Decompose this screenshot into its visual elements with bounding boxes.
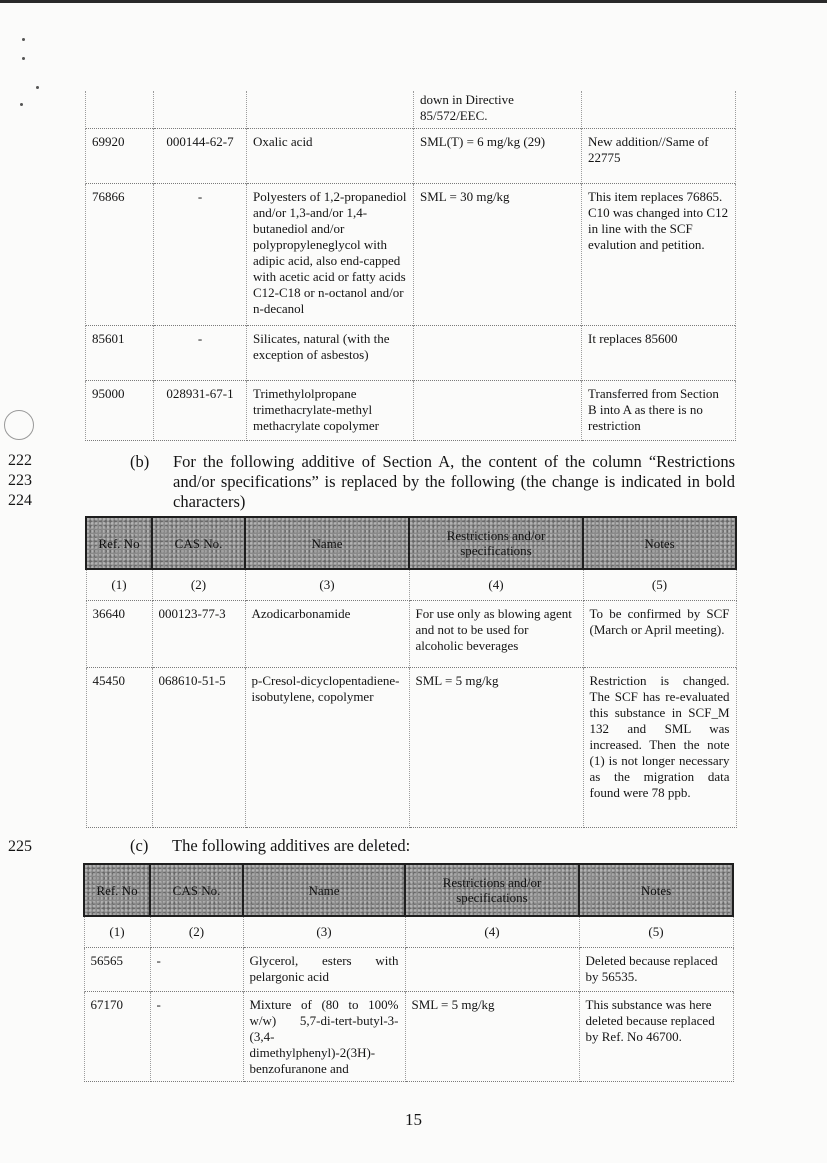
- paragraph-c: [130, 836, 735, 856]
- name-cell: [247, 91, 414, 129]
- scan-speck: [36, 86, 39, 89]
- paragraph-label: (b): [130, 452, 150, 471]
- header-name: Name: [245, 517, 409, 569]
- notes-cell: [582, 91, 736, 129]
- column-number-row: [84, 916, 733, 948]
- notes-cell: Restriction is changed. The SCF has re-evaluated this substance in SCF_M 132 and SML was increased. Then the note (1) is not longer necessary as the migration data found were 78 ppb.: [583, 668, 736, 828]
- name-cell: Mixture of (80 to 100% w/w) 5,7-di-tert-butyl-3-(3,4-dimethylphenyl)-2(3H)-benzofuranone and: [243, 992, 405, 1082]
- name-cell: p-Cresol-dicyclopentadiene-isobutylene, copolymer: [245, 668, 409, 828]
- header-cas-no: CAS No.: [152, 517, 245, 569]
- header-ref-no: Ref. No: [84, 864, 150, 916]
- header-notes: Notes: [579, 864, 733, 916]
- ref-cell: 67170: [84, 992, 150, 1082]
- paragraph-b: [130, 452, 735, 512]
- cas-cell: [154, 91, 247, 129]
- cas-cell: -: [150, 992, 243, 1082]
- additives-table-continued: [85, 91, 736, 441]
- line-number: 222: [8, 452, 32, 469]
- paragraph-text: For the following additive of Section A, the content of the column “Restrictions and/or specifications” is replaced by the following (the change is indicated in bold characters): [173, 452, 735, 511]
- restrictions-change-table: [85, 516, 737, 828]
- column-number: (3): [243, 916, 405, 948]
- table-row: [84, 992, 733, 1082]
- scan-speck: [20, 103, 23, 106]
- name-cell: Silicates, natural (with the exception of asbestos): [247, 326, 414, 381]
- ref-cell: [86, 91, 154, 129]
- header-notes: Notes: [583, 517, 736, 569]
- ref-cell: 56565: [84, 948, 150, 992]
- column-number: (5): [583, 569, 736, 601]
- notes-cell: This item replaces 76865. C10 was changed into C12 in line with the SCF evalution and petition.: [582, 184, 736, 326]
- column-number: (4): [409, 569, 583, 601]
- scan-speck: [22, 57, 25, 60]
- punch-hole-mark: [4, 410, 34, 440]
- cas-cell: 068610-51-5: [152, 668, 245, 828]
- paragraph-label: (c): [130, 836, 149, 855]
- header-cas-no: CAS No.: [150, 864, 243, 916]
- restriction-cell: [414, 326, 582, 381]
- table-row: [86, 326, 736, 381]
- table-row: [86, 129, 736, 184]
- page-number: 15: [405, 1110, 422, 1129]
- ref-cell: 76866: [86, 184, 154, 326]
- ref-cell: 85601: [86, 326, 154, 381]
- line-number: 224: [8, 492, 32, 509]
- paragraph-text: The following additives are deleted:: [172, 836, 411, 855]
- column-number: (4): [405, 916, 579, 948]
- header-restrictions: Restrictions and/or specifications: [405, 864, 579, 916]
- scan-speck: [22, 38, 25, 41]
- cas-cell: -: [150, 948, 243, 992]
- notes-cell: To be confirmed by SCF (March or April meeting).: [583, 601, 736, 668]
- column-number: (1): [84, 916, 150, 948]
- column-number: (1): [86, 569, 152, 601]
- cas-cell: 028931-67-1: [154, 381, 247, 441]
- table-row: [86, 668, 736, 828]
- restriction-cell: SML(T) = 6 mg/kg (29): [414, 129, 582, 184]
- name-cell: Glycerol, esters with pelargonic acid: [243, 948, 405, 992]
- header-name: Name: [243, 864, 405, 916]
- column-number: (2): [152, 569, 245, 601]
- restriction-cell: down in Directive 85/572/EEC.: [414, 91, 582, 129]
- table-row: [86, 184, 736, 326]
- restriction-cell: [414, 381, 582, 441]
- restriction-cell: SML = 30 mg/kg: [414, 184, 582, 326]
- ref-cell: 45450: [86, 668, 152, 828]
- cas-cell: 000144-62-7: [154, 129, 247, 184]
- column-number-row: [86, 569, 736, 601]
- table-row: [86, 601, 736, 668]
- cas-cell: -: [154, 184, 247, 326]
- header-ref-no: Ref. No: [86, 517, 152, 569]
- notes-cell: This substance was here deleted because replaced by Ref. No 46700.: [579, 992, 733, 1082]
- name-cell: Azodicarbonamide: [245, 601, 409, 668]
- ref-cell: 95000: [86, 381, 154, 441]
- column-number: (2): [150, 916, 243, 948]
- column-number: (3): [245, 569, 409, 601]
- name-cell: Polyesters of 1,2-propanediol and/or 1,3-and/or 1,4-butanediol and/or polypropyleneglycol with adipic acid, also end-capped with acetic acid or fatty acids C12-C18 or n-octanol and/or n-decanol: [247, 184, 414, 326]
- table-row: [86, 91, 736, 129]
- table-header-row: [84, 864, 733, 916]
- ref-cell: 36640: [86, 601, 152, 668]
- top-rule: [0, 0, 827, 3]
- header-restrictions: Restrictions and/or specifications: [409, 517, 583, 569]
- name-cell: Oxalic acid: [247, 129, 414, 184]
- line-number: 223: [8, 472, 32, 489]
- cas-cell: 000123-77-3: [152, 601, 245, 668]
- restriction-cell: SML = 5 mg/kg: [405, 992, 579, 1082]
- notes-cell: It replaces 85600: [582, 326, 736, 381]
- table-row: [86, 381, 736, 441]
- column-number: (5): [579, 916, 733, 948]
- restriction-cell: [405, 948, 579, 992]
- ref-cell: 69920: [86, 129, 154, 184]
- restriction-cell: For use only as blowing agent and not to be used for alcoholic beverages: [409, 601, 583, 668]
- notes-cell: Transferred from Section B into A as there is no restriction: [582, 381, 736, 441]
- table-header-row: [86, 517, 736, 569]
- deleted-additives-table: [83, 863, 734, 1082]
- notes-cell: New addition//Same of 22775: [582, 129, 736, 184]
- cas-cell: -: [154, 326, 247, 381]
- restriction-cell: SML = 5 mg/kg: [409, 668, 583, 828]
- name-cell: Trimethylolpropane trimethacrylate-methyl methacrylate copolymer: [247, 381, 414, 441]
- table-row: [84, 948, 733, 992]
- line-number: 225: [8, 838, 32, 855]
- notes-cell: Deleted because replaced by 56535.: [579, 948, 733, 992]
